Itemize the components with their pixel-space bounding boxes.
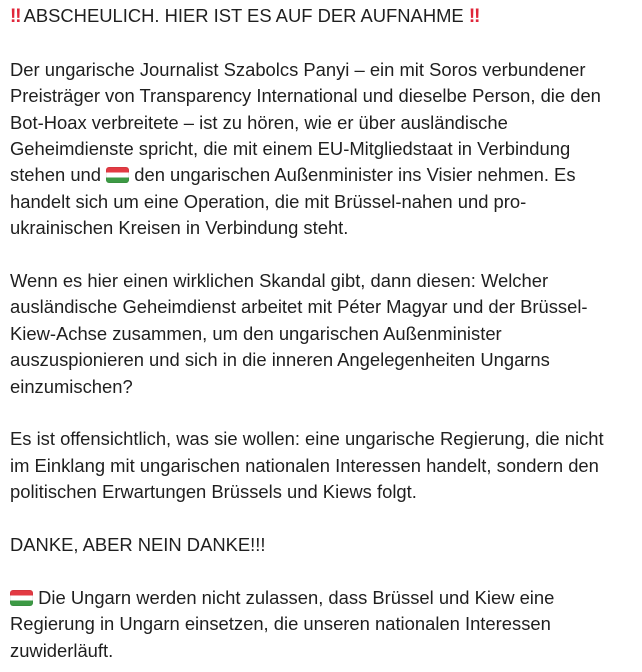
- post-title-text: ABSCHEULICH. HIER IST ES AUF DER AUFNAHME: [23, 5, 464, 26]
- double-exclamation-icon: ‼: [10, 6, 20, 27]
- post-body: [10, 3, 636, 664]
- paragraph-1: [10, 57, 636, 242]
- paragraph-3: Es ist offensichtlich, was sie wollen: eine ungarische Regierung, die nicht im Einklang mit ungarischen nationalen Interessen handelt, sondern den politischen Erwartungen Brüssels und Kiews folgt.: [10, 428, 604, 503]
- paragraph-5: [10, 585, 636, 664]
- post-title: [10, 3, 636, 30]
- paragraph-1-text-b: den ungarischen Außenminister ins Visier nehmen. Es handelt sich um eine Operation, die mit Brüssel-nahen und pro- ukrainischen Kreisen in Verbindung steht.: [10, 164, 576, 239]
- paragraph-1-text-a: Der ungarische Journalist Szabolcs Panyi – ein mit Soros verbundener Preisträger von Transparency International und dieselbe Person, die den Bot-Hoax verbreitete – ist zu hören, wie er über ausländische Geheimdienste spricht, die mit einem EU-Mitgliedstaat in Verbindung stehen und: [10, 58, 601, 186]
- double-exclamation-icon: ‼: [468, 6, 479, 27]
- hungary-flag-icon: [10, 590, 33, 606]
- paragraph-4: DANKE, ABER NEIN DANKE!!!: [10, 534, 266, 556]
- paragraph-5-text: Die Ungarn werden nicht zulassen, dass Brüssel und Kiew eine Regierung in Ungarn einsetzen, die unseren nationalen Interessen zuwiderläuft.: [10, 586, 555, 661]
- hungary-flag-icon: [106, 167, 129, 183]
- paragraph-2: Wenn es hier einen wirklichen Skandal gibt, dann diesen: Welcher ausländische Geheimdienst arbeitet mit Péter Magyar und der Brüssel- Kiew-Achse zusammen, um den ungarischen Außenminister auszuspionieren und sich in die inneren Angelegenheiten Ungarns einzumischen?: [10, 270, 588, 397]
